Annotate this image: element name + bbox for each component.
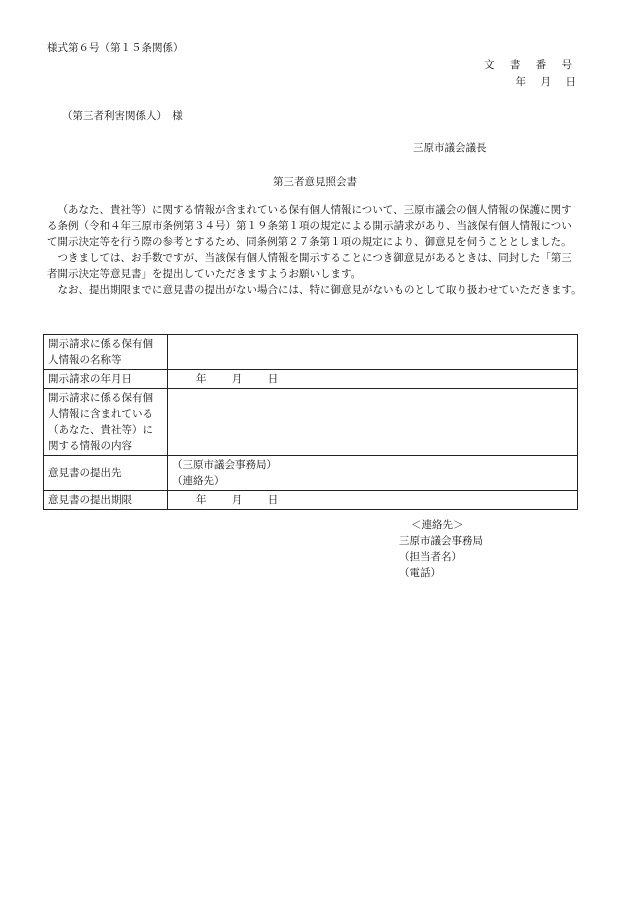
- document-title: 第三者意見照会書: [273, 176, 357, 188]
- table-row: [44, 491, 578, 510]
- date-day: 日: [267, 373, 279, 385]
- table-label: [44, 456, 168, 491]
- table-value: [168, 335, 578, 370]
- deadline-date: [168, 491, 578, 510]
- contact-person: （担当者名）: [399, 551, 462, 563]
- table-label: 開示請求の年月日: [44, 370, 168, 389]
- date-day: 日: [267, 494, 279, 506]
- table-value: [168, 389, 578, 456]
- contact-office: 三原市議会事務局: [399, 535, 483, 547]
- request-date: [168, 370, 578, 389]
- table-label: 意見書の提出期限: [44, 491, 168, 510]
- info-table: [43, 334, 578, 510]
- paragraph: なお、提出期限までに意見書の提出がない場合には、特に御意見がないものとして取り扱わせていただきます。: [57, 284, 582, 296]
- table-label: 開示請求に係る保有個人情報に含まれている（あなた、貴社等）に関する情報の内容: [44, 389, 168, 456]
- table-label-text: 意見書の提出先: [48, 467, 122, 479]
- document-date-label: 年 月 日: [515, 76, 578, 88]
- date-year: 年: [196, 494, 207, 506]
- table-row: [44, 389, 578, 456]
- destination-office: （三原市議会事務局）: [172, 459, 277, 471]
- table-row: [44, 335, 578, 370]
- contact-block: [399, 517, 483, 581]
- form-number: 様式第６号（第１５条関係）: [47, 42, 184, 54]
- date-month: 月: [231, 373, 243, 385]
- contact-phone: （電話）: [399, 567, 441, 579]
- contact-heading: ＜連絡先＞: [411, 519, 464, 531]
- body-text: [47, 202, 582, 298]
- table-label: 開示請求に係る保有個人情報の名称等: [44, 335, 168, 370]
- submission-destination: [168, 456, 578, 491]
- document-number-label: 文 書 番 号: [483, 59, 578, 71]
- table-row: [44, 370, 578, 389]
- addressee: （第三者利害関係人） 様: [62, 110, 183, 122]
- sender: 三原市議会議長: [413, 142, 487, 154]
- destination-contact: （連絡先）: [172, 475, 225, 487]
- date-month: 月: [231, 494, 243, 506]
- paragraph: つきましては、お手数ですが、当該保有個人情報を開示することにつき御意見があるときは、同封した「第三者開示決定等意見書」を提出していただきますようお願いします。: [47, 252, 572, 280]
- date-year: 年: [196, 373, 207, 385]
- paragraph: （あなた、貴社等）に関する情報が含まれている保有個人情報について、三原市議会の個人情報の保護に関する条例（令和４年三原市条例第３４号）第１９条第１項の規定による開示請求があり、当該保有個人情報について開示決定等を行う際の参考とするため、同条例第２７条第１項の規定により、御意見を伺うこととしました。: [47, 204, 572, 248]
- table-row: [44, 456, 578, 491]
